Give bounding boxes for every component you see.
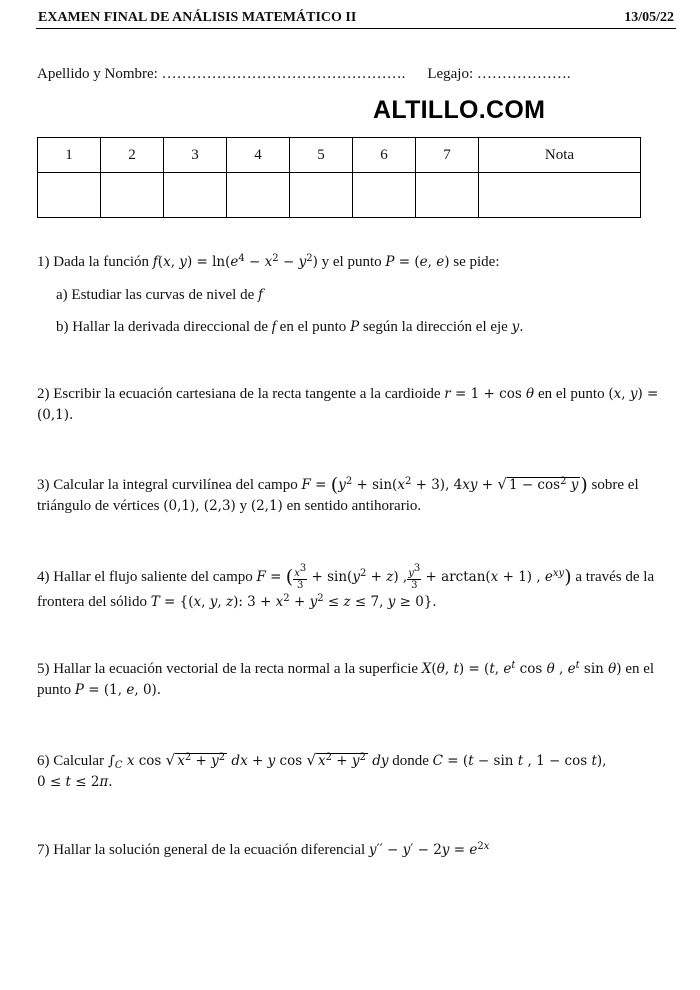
math-expression: $F = (y^2 + \sin(x^2 + 3)$, 4xy + √ $1 - \cos^2 y$ ) — [301, 474, 588, 496]
grade-cell[interactable] — [479, 173, 641, 218]
grade-table-header-row — [38, 138, 641, 173]
grade-header-cell: 5 — [290, 138, 353, 173]
legajo-field-label: Legajo: ………………. — [427, 66, 571, 82]
question-6-text: donde — [388, 753, 433, 769]
question-6 — [37, 750, 682, 793]
question-2-text: en el punto — [534, 386, 609, 402]
math-expression: 0 ≤ t ≤ 2π. — [37, 774, 113, 790]
grade-header-cell: 4 — [227, 138, 290, 173]
grade-header-cell: 7 — [416, 138, 479, 173]
grade-header-cell: 2 — [101, 138, 164, 173]
math-expression: $y'' - y' - 2y = e^{2x}$ — [368, 841, 490, 858]
question-5-text: 5) Hallar la ecuación vectorial de la recta normal a la superficie — [37, 661, 422, 677]
question-1b-text: en el punto — [275, 319, 351, 335]
grade-cell[interactable] — [416, 173, 479, 218]
grade-header-cell: 1 — [38, 138, 101, 173]
question-2 — [37, 384, 682, 426]
question-4 — [37, 563, 682, 614]
question-3-text: y — [235, 498, 251, 514]
question-3 — [37, 474, 682, 517]
question-4-text: a través de la frontera del sólido — [37, 569, 655, 610]
math-expression: (2,1) — [250, 498, 283, 514]
math-expression: C = (t − sin t , 1 − cos t), — [432, 753, 607, 769]
grade-cell[interactable] — [38, 173, 101, 218]
math-expression: (0,1), (2,3) — [163, 498, 236, 514]
grade-cell[interactable] — [290, 173, 353, 218]
math-expression: $\int_C$ x cos √ $x^2 + y^2$ dx + y cos √ $x^2 + y^2$ dy — [107, 751, 389, 771]
question-3-text: en sentido antihorario. — [282, 498, 422, 514]
math-expression: F = ( $\frac{x^3}{3}$ + $\sin(y^2 + z)$ , $\frac{y^3}{3}$ + arctan(x + 1) , $e^{xy}$) — [256, 563, 572, 591]
question-1-text: 1) Dada la función — [37, 254, 153, 270]
math-expression: y. — [511, 319, 524, 335]
grade-header-cell: 3 — [164, 138, 227, 173]
student-info-row — [37, 66, 571, 83]
math-expression: f — [258, 287, 264, 303]
question-1a — [56, 285, 263, 306]
math-expression: T = {(x, y, z): $3 + x^2 + y^2 \le z \le 7$, y ≥ 0}. — [150, 593, 437, 610]
question-6-text: 6) Calcular — [37, 753, 108, 769]
question-7-text: 7) Hallar la solución general de la ecuación diferencial — [37, 842, 369, 858]
question-3-text: sobre el triángulo de vértices — [37, 477, 639, 514]
watermark-logo: ALTILLO.COM — [373, 96, 546, 124]
question-1b: b) Hallar la derivada direccional de f en el punto P según la dirección el eje y. — [56, 319, 524, 335]
grade-cell[interactable] — [227, 173, 290, 218]
question-5 — [37, 659, 682, 701]
question-1-text: se pide: — [449, 254, 500, 270]
math-expression: f(x, $y) = \ln(e^4 - x^2 - y^2)$ — [152, 253, 318, 270]
question-1-text: y el punto — [317, 254, 386, 270]
math-expression: (x, y) = (0,1). — [37, 386, 659, 423]
grade-table-body-row — [38, 173, 641, 218]
math-expression: X(θ, t) = (t, $e^t$ cos θ , $e^t$ sin θ) — [421, 660, 622, 677]
question-2-text: 2) Escribir la ecuación cartesiana de la recta tangente a la cardioide — [37, 386, 445, 402]
question-5-text: en el punto — [37, 661, 655, 698]
math-expression: r = 1 + cos θ — [444, 386, 535, 402]
math-expression: P = (e, e) — [385, 254, 450, 270]
question-4-text: 4) Hallar el flujo saliente del campo — [37, 569, 257, 585]
grade-header-cell: Nota — [479, 138, 641, 173]
grade-cell[interactable] — [353, 173, 416, 218]
question-1b-text: b) Hallar la derivada direccional de — [56, 319, 272, 335]
grade-table — [37, 137, 641, 218]
exam-header — [36, 8, 676, 29]
question-3-text: 3) Calcular la integral curvilínea del campo — [37, 477, 302, 493]
name-field-label: Apellido y Nombre: …………………………………………. — [37, 66, 406, 82]
math-expression: P = (1, e, 0). — [74, 682, 162, 698]
question-1 — [37, 252, 682, 273]
grade-cell[interactable] — [101, 173, 164, 218]
grade-header-cell: 6 — [353, 138, 416, 173]
question-1b-text: según la dirección el eje — [359, 319, 512, 335]
question-1a-text: a) Estudiar las curvas de nivel de — [56, 287, 259, 303]
exam-title: EXAMEN FINAL DE ANÁLISIS MATEMÁTICO II — [38, 10, 357, 25]
math-expression: P — [350, 319, 360, 335]
exam-date: 13/05/22 — [624, 10, 674, 25]
grade-cell[interactable] — [164, 173, 227, 218]
question-7 — [37, 840, 682, 861]
